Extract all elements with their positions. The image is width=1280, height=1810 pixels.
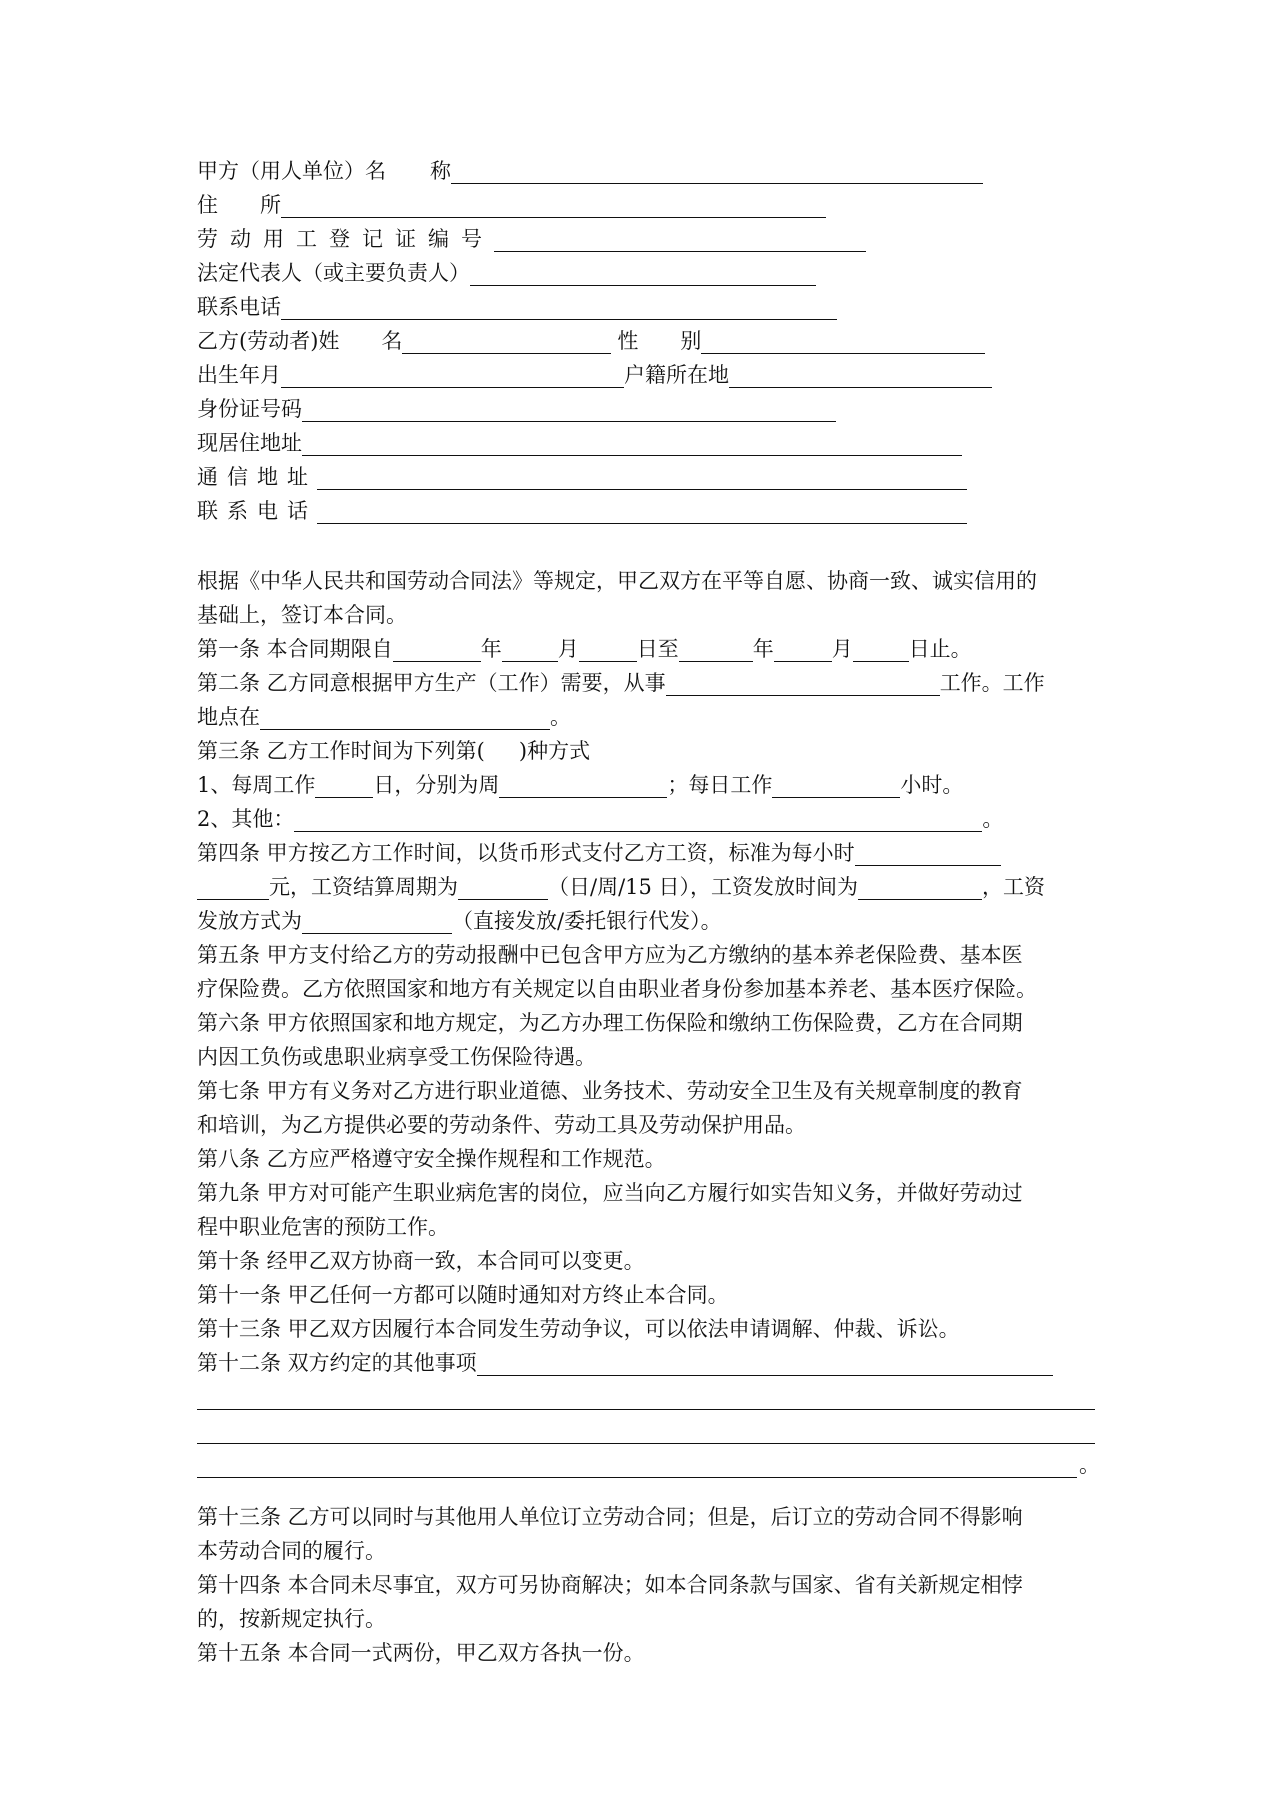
article-2-tail: 工作。工作 (939, 671, 1045, 695)
party-b-birth-field[interactable] (281, 361, 624, 388)
article-4-label: 第四条 甲方按乙方工作时间，以货币形式支付乙方工资，标准为每小时 (197, 841, 855, 865)
intro-line-2: 基础上，签订本合同。 (197, 603, 407, 627)
party-a-name-row (197, 154, 983, 188)
article-3-label: 第三条 乙方工作时间为下列第( (197, 739, 485, 763)
article-1-label: 第一条 本合同期限自 (197, 637, 393, 661)
party-a-reg-row (197, 222, 866, 256)
month-label: 月 (557, 637, 579, 661)
other-matters-field-4[interactable] (197, 1451, 1077, 1478)
party-b-id-field[interactable] (302, 395, 836, 422)
weekdays-field[interactable] (499, 771, 667, 798)
party-a-phone-field[interactable] (281, 293, 837, 320)
party-a-name-label-tail: 称 (430, 159, 451, 183)
party-b-residence-field[interactable] (302, 429, 962, 456)
end-label: 日止。 (908, 637, 972, 661)
article-5-line-2: 疗保险费。乙方依照国家和地方有关规定以自由职业者身份参加基本养老、基本医疗保险。 (197, 977, 1037, 1001)
other-end: 。 (982, 807, 1004, 831)
weekly-label: 1、每周工作 (197, 773, 316, 797)
location-end: 。 (550, 705, 571, 729)
end-month-field[interactable] (774, 635, 832, 662)
party-b-id-label: 身份证号码 (197, 397, 302, 421)
article-1 (197, 632, 972, 666)
article-3-option-2 (197, 802, 1003, 836)
article-6-line-2: 内因工负伤或患职业病享受工伤保险待遇。 (197, 1045, 596, 1069)
pay-method-label: 发放方式为 (197, 909, 302, 933)
pay-method-field[interactable] (302, 907, 452, 934)
month-label-2: 月 (831, 637, 853, 661)
article-9-line-1: 第九条 甲方对可能产生职业病危害的岗位，应当向乙方履行如实告知义务，并做好劳动过 (197, 1181, 1023, 1205)
party-b-phone-row (197, 494, 967, 528)
article-3-tail: )种方式 (518, 739, 591, 763)
daily-hours-field[interactable] (772, 771, 900, 798)
settlement-label: 元，工资结算周期为 (269, 875, 458, 899)
location-field[interactable] (260, 703, 550, 730)
article-3-option-1 (197, 768, 963, 802)
article-11: 第十一条 甲乙任何一方都可以随时通知对方终止本合同。 (197, 1283, 729, 1307)
day-to-label: 日至 (636, 637, 679, 661)
wage-label: ，工资 (982, 875, 1046, 899)
party-b-residence-label: 现居住地址 (197, 431, 302, 455)
other-matters-field-2[interactable] (197, 1383, 1095, 1410)
start-month-field[interactable] (502, 635, 558, 662)
weekly-days-field[interactable] (315, 771, 373, 798)
party-a-phone-label: 联系电话 (197, 295, 281, 319)
other-field[interactable] (294, 805, 982, 832)
article-7-line-2: 和培训，为乙方提供必要的劳动条件、劳动工具及劳动保护用品。 (197, 1113, 806, 1137)
settlement-field[interactable] (458, 873, 548, 900)
other-label: 2、其他： (197, 807, 295, 831)
article-4-line-3 (197, 904, 722, 938)
article-13-line-1: 第十三条 乙方可以同时与其他用人单位订立劳动合同；但是，后订立的劳动合同不得影响 (197, 1505, 1023, 1529)
party-a-reg-field[interactable] (494, 225, 866, 252)
article-3 (197, 734, 590, 768)
party-b-name-label: 乙方(劳动者)姓 (197, 329, 340, 353)
article-8: 第八条 乙方应严格遵守安全操作规程和工作规范。 (197, 1147, 666, 1171)
article-15: 第十五条 本合同一式两份，甲乙双方各执一份。 (197, 1641, 645, 1665)
year-label-2: 年 (752, 637, 774, 661)
payday-label: （日/周/15 日），工资发放时间为 (548, 875, 859, 899)
article-2-location (197, 700, 571, 734)
party-b-gender-label-tail: 别 (680, 329, 702, 353)
party-b-gender-label: 性 (617, 329, 639, 353)
article-12-label: 第十二条 双方约定的其他事项 (197, 1351, 477, 1375)
article-2 (197, 666, 1045, 700)
article-13-dispute: 第十三条 甲乙双方因履行本合同发生劳动争议，可以依法申请调解、仲裁、诉讼。 (197, 1317, 960, 1341)
article-12-line-3 (197, 1414, 1095, 1448)
party-a-name-label: 甲方（用人单位）名 (197, 159, 386, 183)
article-12-line-2 (197, 1380, 1095, 1414)
daily-label: ；每日工作 (667, 773, 773, 797)
year-label: 年 (480, 637, 502, 661)
article-14-line-2: 的，按新规定执行。 (197, 1607, 386, 1631)
other-matters-field-1[interactable] (477, 1349, 1053, 1376)
hourly-rate-field[interactable] (855, 839, 1001, 866)
payday-field[interactable] (858, 873, 982, 900)
party-a-legal-row (197, 256, 816, 290)
party-a-legal-field[interactable] (470, 259, 816, 286)
article-5-line-1: 第五条 甲方支付给乙方的劳动报酬中已包含甲方应为乙方缴纳的基本养老保险费、基本医 (197, 943, 1023, 967)
other-matters-field-3[interactable] (197, 1417, 1095, 1444)
party-b-name-field[interactable] (402, 327, 611, 354)
article-12-line-4 (197, 1448, 1100, 1482)
party-b-household-label: 户籍所在地 (624, 363, 729, 387)
party-a-address-label: 住 (197, 193, 218, 217)
party-a-address-row (197, 188, 826, 222)
party-b-name-label-tail: 名 (381, 329, 403, 353)
party-b-mail-field[interactable] (317, 463, 967, 490)
party-b-phone-label: 联系电话 (197, 499, 317, 523)
party-a-address-label-tail: 所 (260, 193, 281, 217)
party-a-reg-label: 劳动用工登记证编号 (197, 227, 494, 251)
pay-method-options: （直接发放/委托银行代发）。 (452, 909, 722, 933)
article-13-line-2: 本劳动合同的履行。 (197, 1539, 386, 1563)
article-14-line-1: 第十四条 本合同未尽事宜，双方可另协商解决；如本合同条款与国家、省有关新规定相悖 (197, 1573, 1023, 1597)
article-2-label: 第二条 乙方同意根据甲方生产（工作）需要，从事 (197, 671, 666, 695)
article-4-line-2 (197, 870, 1045, 904)
party-b-phone-field[interactable] (317, 497, 967, 524)
article-9-line-2: 程中职业危害的预防工作。 (197, 1215, 449, 1239)
party-a-name-field[interactable] (451, 157, 983, 184)
article-12 (197, 1346, 1053, 1380)
party-b-residence-row (197, 426, 962, 460)
party-b-name-row (197, 324, 985, 358)
party-b-mail-label: 通信地址 (197, 465, 317, 489)
party-b-id-row (197, 392, 836, 426)
party-a-phone-row (197, 290, 837, 324)
end-day-field[interactable] (853, 635, 909, 662)
weekdays-label: 日，分别为周 (373, 773, 500, 797)
job-field[interactable] (666, 669, 940, 696)
party-b-gender-field[interactable] (701, 327, 985, 354)
intro-line-1: 根据《中华人民共和国劳动合同法》等规定，甲乙双方在平等自愿、协商一致、诚实信用的 (197, 569, 1037, 593)
party-b-birth-label: 出生年月 (197, 363, 281, 387)
article-6-line-1: 第六条 甲方依照国家和地方规定，为乙方办理工伤保险和缴纳工伤保险费，乙方在合同期 (197, 1011, 1023, 1035)
start-year-field[interactable] (393, 635, 481, 662)
article-10: 第十条 经甲乙双方协商一致，本合同可以变更。 (197, 1249, 645, 1273)
party-b-mail-row (197, 460, 967, 494)
article-7-line-1: 第七条 甲方有义务对乙方进行职业道德、业务技术、劳动安全卫生及有关规章制度的教育 (197, 1079, 1023, 1103)
start-day-field[interactable] (579, 635, 637, 662)
article-4 (197, 836, 1001, 870)
party-a-address-field[interactable] (281, 191, 826, 218)
hours-label: 小时。 (900, 773, 964, 797)
location-label: 地点在 (197, 705, 260, 729)
hourly-rate-field-cont[interactable] (197, 873, 269, 900)
end-year-field[interactable] (679, 635, 753, 662)
party-b-household-field[interactable] (729, 361, 992, 388)
party-b-birth-row (197, 358, 992, 392)
article-12-end: 。 (1079, 1453, 1100, 1477)
party-a-legal-label: 法定代表人（或主要负责人） (197, 261, 470, 285)
